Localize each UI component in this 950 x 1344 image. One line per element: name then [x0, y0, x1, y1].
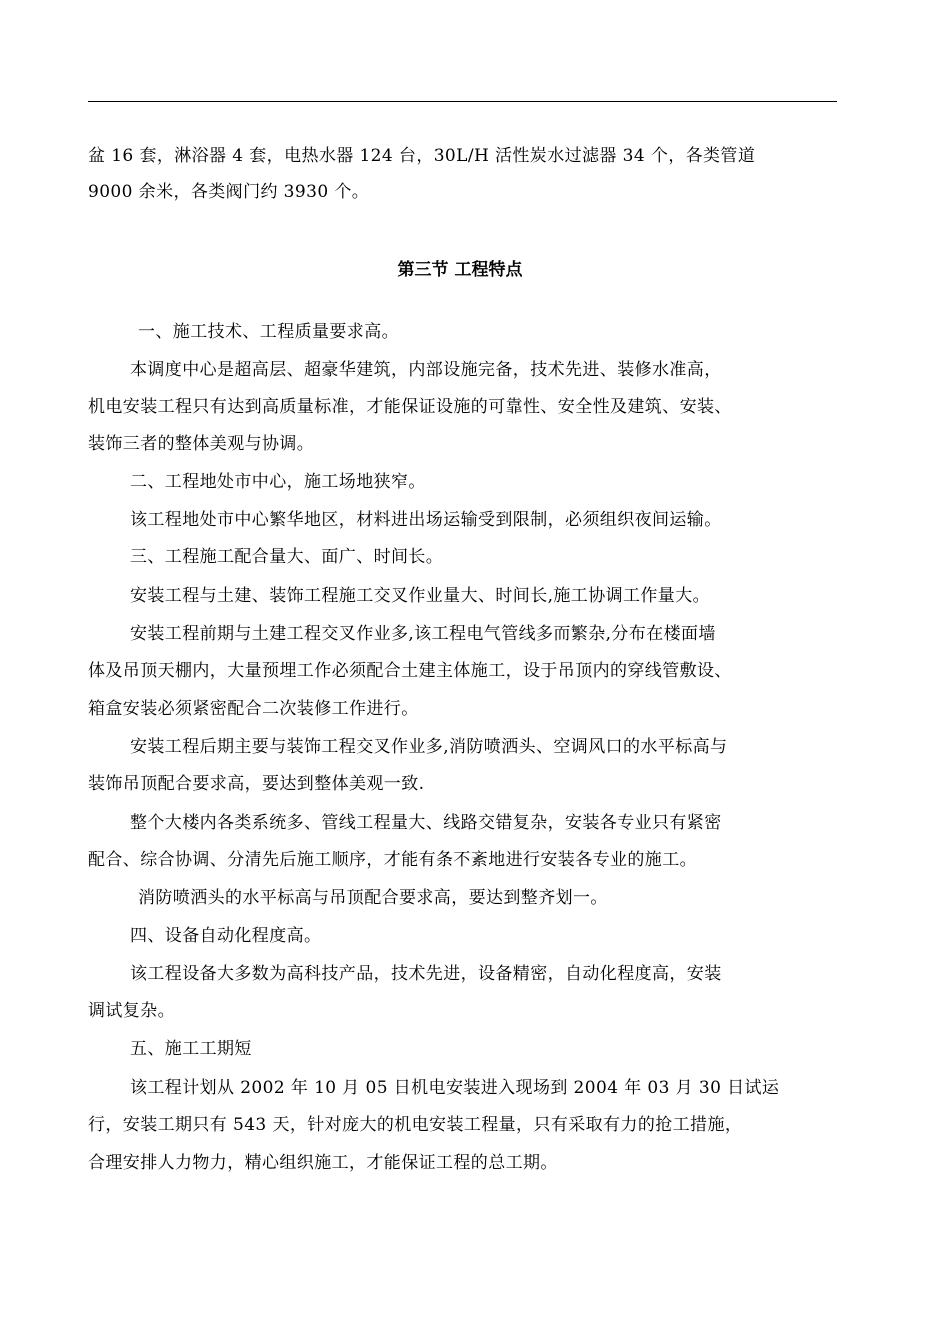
text-line: 安装工程与土建、装饰工程施工交叉作业量大、时间长,施工协调工作量大。 — [130, 586, 711, 606]
text-line: 该工程设备大多数为高科技产品，技术先进，设备精密，自动化程度高，安装 — [130, 964, 722, 984]
section-title: 第三节 工程特点 — [397, 260, 523, 280]
text-line: 体及吊顶天棚内，大量预埋工作必须配合土建主体施工，设于吊顶内的穿线管敷设、 — [88, 661, 732, 681]
text-line: 配合、综合协调、分清先后施工顺序，才能有条不紊地进行安装各专业的施工。 — [88, 850, 697, 870]
text-line: 箱盒安装必须紧密配合二次装修工作进行。 — [88, 699, 419, 719]
text-line: 该工程地处市中心繁华地区，材料进出场运输受到限制，必须组织夜间运输。 — [130, 510, 722, 530]
text-line: 四、设备自动化程度高。 — [130, 926, 322, 946]
text-line: 整个大楼内各类系统多、管线工程量大、线路交错复杂，安装各专业只有紧密 — [130, 813, 722, 833]
text-line: 安装工程后期主要与装饰工程交叉作业多,消防喷洒头、空调风口的水平标高与 — [130, 737, 728, 757]
text-line: 二、工程地处市中心，施工场地狭窄。 — [130, 472, 426, 492]
text-line: 该工程计划从 2002 年 10 月 05 日机电安装进入现场到 2004 年 03 月 30 日试运 — [130, 1078, 780, 1098]
text-line: 行，安装工期只有 543 天，针对庞大的机电安装工程量，只有采取有力的抢工措施， — [88, 1115, 743, 1135]
text-line: 盆 16 套，淋浴器 4 套，电热水器 124 台，30L/H 活性炭水过滤器 34 个，各类管道 — [88, 146, 756, 166]
text-line: 五、施工工期短 — [130, 1039, 252, 1059]
header-rule — [88, 101, 837, 102]
text-line: 9000 余米，各类阀门约 3930 个。 — [88, 182, 370, 202]
text-line: 消防喷洒头的水平标高与吊顶配合要求高，要达到整齐划一。 — [138, 888, 608, 908]
text-line: 一、施工技术、工程质量要求高。 — [138, 322, 399, 342]
text-line: 本调度中心是超高层、超豪华建筑，内部设施完备，技术先进、装修水准高， — [130, 360, 722, 380]
text-line: 机电安装工程只有达到高质量标准，才能保证设施的可靠性、安全性及建筑、安装、 — [88, 397, 732, 417]
text-line: 调试复杂。 — [88, 1001, 175, 1021]
text-line: 装饰吊顶配合要求高，要达到整体美观一致. — [88, 774, 425, 794]
text-line: 合理安排人力物力，精心组织施工，才能保证工程的总工期。 — [88, 1153, 558, 1173]
text-line: 三、工程施工配合量大、面广、时间长。 — [130, 547, 444, 567]
text-line: 装饰三者的整体美观与协调。 — [88, 434, 315, 454]
text-line: 安装工程前期与土建工程交叉作业多,该工程电气管线多而繁杂,分布在楼面墙 — [130, 624, 716, 644]
